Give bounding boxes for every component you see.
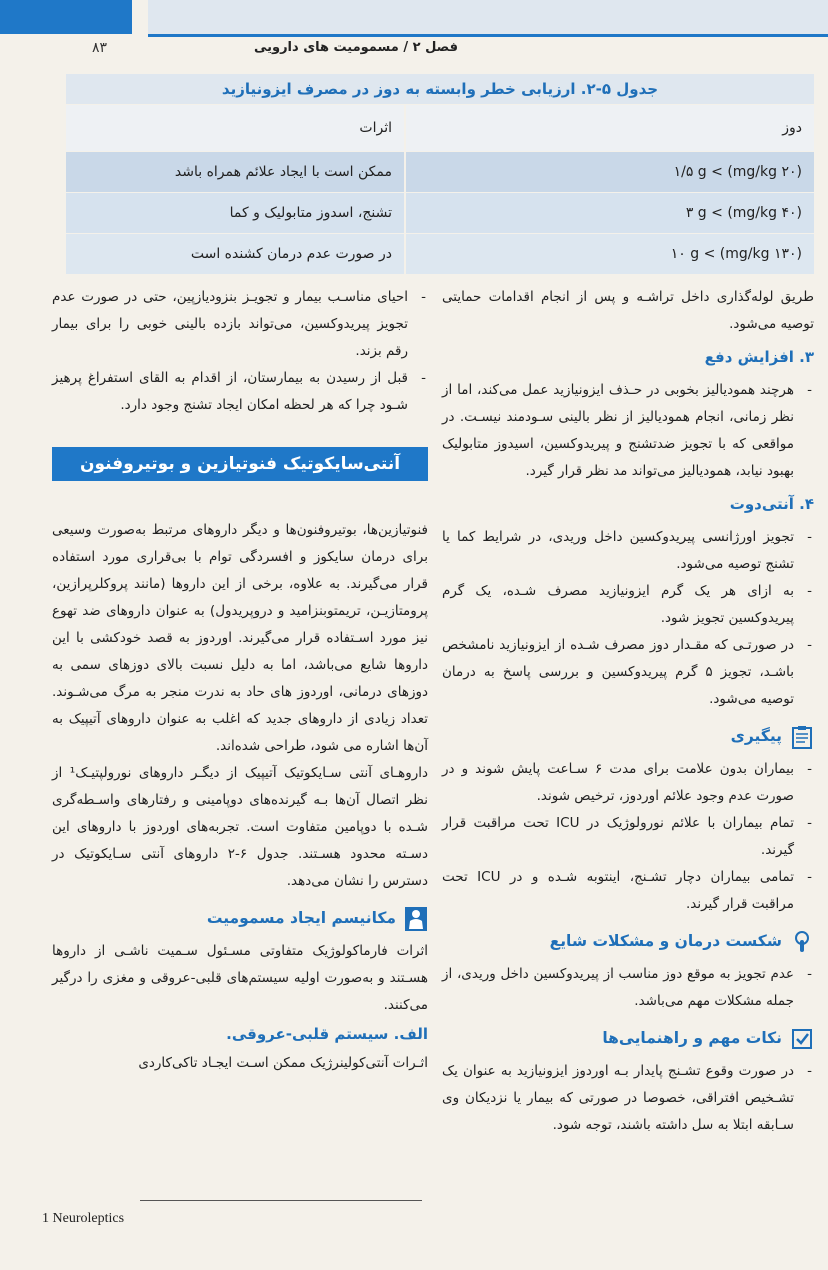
list-item: - به ازای هر یک گرم ایزونیازید مصرف شـده، یک گرم پیریدوکسین تجویز شود. [442, 578, 814, 632]
list-item: - در صورت وقوع تشـنج پایدار بـه اوردوز ایزونیازید به عنوان یک تشـخیص افتراقی، خصوصا در صورتی که بیمار یا نزدیکان وی سـابقه ابتلا به سل داشته باشند، توجه شود. [442, 1058, 814, 1139]
table-row [66, 233, 814, 274]
mechanism-title: مکانیسم ایجاد مسمومیت [206, 909, 396, 927]
list-item: - در صورتـی که مقـدار دوز مصرف شـده از ایزونیازید نامشخص باشـد، تجویز ۵ گرم پیریدوکسین و بررسی پاسخ به درمان توصیه می‌شود. [442, 632, 814, 713]
list-item: - قبل از رسیدن به بیمارستان، از اقدام به القای استفراغ پرهیز شـود چرا که هر لحظه امکان ایجاد تشنج وجود دارد. [52, 365, 428, 419]
table-caption: جدول ۵-۲. ارزیابی خطر وابسته به دوز در مصرف ایزونیازید [66, 74, 814, 104]
checkbox-icon [790, 1027, 814, 1051]
dose-cell: (۲۰ mg/kg) > ۱/۵ g [404, 152, 814, 192]
effect-cell: تشنج، اسدوز متابولیک و کما [229, 205, 392, 221]
body-paragraph: اثرات فارماکولوژیک متفاوتی مسـئول سـمیت ناشـی از داروها هسـتند و به‌صورت اولیه سیستم‌های قلبی-عروقی و مغزی را درگیر می‌کنند. [52, 943, 428, 1013]
list-item: - تجویز اورژانسی پیریدوکسین داخل وریدی، در شرایط کما یا تشنج توصیه می‌شود. [442, 524, 814, 578]
footnote: 1 Neuroleptics [42, 1211, 125, 1226]
intro-paragraph: طریق لوله‌گذاری داخل تراشـه و پس از انجام اقدامات حمایتی توصیه می‌شود. [442, 289, 814, 332]
table-row [66, 151, 814, 192]
body-paragraph: اثـرات آنتی‌کولینرژیک ممکن اسـت ایجـاد تاکی‌کاردی [138, 1055, 428, 1071]
left-column [52, 284, 428, 1077]
list-item: - عدم تجویز به موقع دوز مناسب از پیریدوکسین داخل وریدی، از جمله مشکلات مهم می‌باشد. [442, 961, 814, 1015]
list-item: - بیماران بدون علامت برای مدت ۶ سـاعت پایش شوند و در صورت عدم وجود علائم اوردوز، ترخیص شوند. [442, 756, 814, 810]
right-column [442, 284, 814, 1139]
followup-heading [442, 723, 814, 750]
followup-title: پیگیری [730, 727, 782, 745]
list-item: - تمامی بیماران دچار تشـنج، اینتوبه شـده و در ICU تحت مراقبت قرار گیرند. [442, 864, 814, 918]
section-4-title: ۴. آنتی‌دوت [729, 495, 814, 513]
body-paragraph: فنوتیازین‌ها، بوتیروفنون‌ها و دیگر داروهای مرتبط به‌صورت وسیعی برای درمان سایکوز و افسردگی توام با بی‌قراری مورد استفاده قرار می‌گیرند. به علاوه، برخی از این داروها (مانند پروکلرپرازین، پرومتازیـن، تریمتوبنزامید و دروپریدول) به عنوان داروهای ضد تهوع نیز مورد اسـتفاده قرار می‌گیرند. اوردوز به قصد خودکشی با این داروها شایع می‌باشد، اما به دلیل نسبت بالای دوزهای سمی به دوزهای درمانی، اوردوز های حاد به ندرت منجر به مرگ می‌شـوند. تعداد زیادی از داروهای جدید که اغلب به عنوان داروهای آتیپیک به آن‌ها اشاره می شود، طراحی شده‌اند. [52, 522, 428, 754]
tips-heading [442, 1025, 814, 1052]
page-number: ۸۳ [92, 40, 108, 56]
isoniazid-dose-table [66, 74, 814, 274]
dose-cell: (۱۳۰ mg/kg) > ۱۰ g [404, 234, 814, 274]
mechanism-heading [52, 905, 428, 932]
dose-cell: (۴۰ mg/kg) > ۳ g [404, 193, 814, 233]
effect-cell: ممکن است با ایجاد علائم همراه باشد [174, 164, 392, 180]
pointer-icon [790, 930, 814, 954]
section-3-title: ۳. افزایش دفع [704, 348, 814, 366]
effect-cell: در صورت عدم درمان کشنده است [190, 246, 392, 262]
header-dose: دوز [404, 105, 814, 151]
failure-title: شکست درمان و مشکلات شایع [549, 932, 782, 950]
table-row [66, 192, 814, 233]
table-header-row [66, 104, 814, 151]
list-item: - احیای مناسـب بیمار و تجویـز بنزودیازپین، حتی در صورت عدم تجویز پیریدوکسین، می‌تواند بازده بالینی خوبی را برای بیمار رقم بزند. [52, 284, 428, 365]
header-effects: اثرات [359, 120, 392, 136]
clipboard-icon [790, 725, 814, 749]
failure-heading [442, 928, 814, 955]
corner-color-block [0, 0, 132, 34]
chapter-title: فصل ۲ / مسمومیت های دارویی [253, 40, 458, 55]
subsection-title: الف. سیستم قلبی-عروقی. [226, 1025, 428, 1043]
header-rule [148, 34, 828, 37]
footnote-rule [140, 1200, 422, 1201]
header-band [148, 0, 828, 34]
tips-title: نکات مهم و راهنمایی‌ها [602, 1029, 782, 1047]
section-banner: آنتی‌سایکوتیک فنوتیازین و بوتیروفنون [52, 447, 428, 481]
doctor-icon [404, 907, 428, 931]
body-paragraph: داروهـای آنتی سـایکوتیک آتیپیک از دیگـر داروهای نورولپتیـک¹ از نظر اتصال آن‌ها بـه گیرنده‌های دوپامینی و رفتارهای واسـطه‌گری شـده با دوپامین متفاوت است. تجربه‌های اوردوز با داروهای این دسـته محدود هسـتند. جدول ۶-۲ داروهای آنتی سـایکوتیک در دسترس را نشان می‌دهد. [52, 765, 428, 889]
list-item: - تمام بیماران با علائم نورولوژیک در ICU تحت مراقبت قرار گیرند. [442, 810, 814, 864]
list-item: - هرچند همودیالیز بخوبی در حـذف ایزونیازید عمل می‌کند، اما از نظر زمانی، انجام همودیالیز از نظر بالینی سـودمند نیسـت. در مواقعی که با تجویز ضدتشنج و پیریدوکسین، اسیدوز متابولیک بهبود نیابد، همودیالیز می‌تواند مد نظر قرار گیرد. [442, 377, 814, 485]
